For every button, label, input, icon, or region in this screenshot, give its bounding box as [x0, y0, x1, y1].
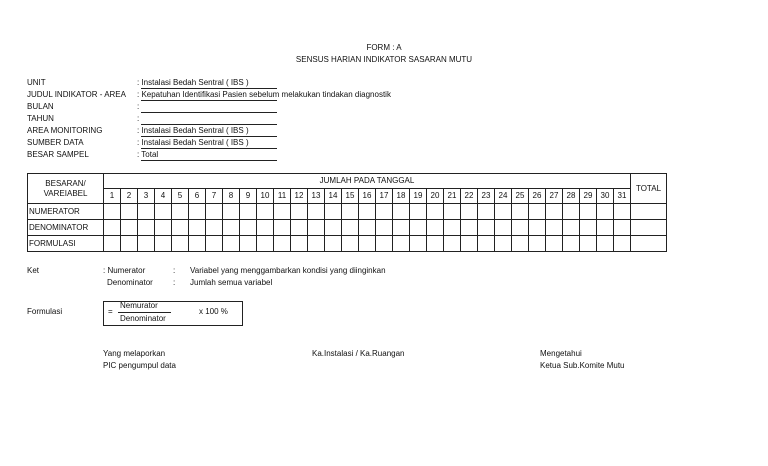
day-cell[interactable]: [393, 220, 410, 236]
day-cell[interactable]: [427, 236, 444, 252]
day-cell[interactable]: [597, 204, 614, 220]
day-cell[interactable]: [172, 236, 189, 252]
row-label-numerator: NUMERATOR: [28, 204, 104, 220]
formula-numerator: Nemurator: [120, 301, 158, 310]
ket-colon-denominator: :: [173, 278, 176, 287]
day-header: 24: [495, 189, 512, 204]
day-cell[interactable]: [444, 236, 461, 252]
day-cell[interactable]: [325, 236, 342, 252]
signature-head: Ka.Instalasi / Ka.Ruangan: [312, 349, 405, 358]
day-cell[interactable]: [495, 236, 512, 252]
jumlah-pada-tanggal-header: JUMLAH PADA TANGGAL: [104, 174, 631, 189]
day-cell[interactable]: [342, 220, 359, 236]
day-header: 27: [546, 189, 563, 204]
day-cell[interactable]: [138, 220, 155, 236]
field-label-bulan: BULAN: [27, 102, 54, 111]
day-cell[interactable]: [580, 204, 597, 220]
day-cell[interactable]: [223, 236, 240, 252]
day-cell[interactable]: [121, 236, 138, 252]
day-cell[interactable]: [546, 204, 563, 220]
day-header: 9: [240, 189, 257, 204]
form-title: FORM : A: [366, 43, 402, 52]
day-cell[interactable]: [478, 204, 495, 220]
day-cell[interactable]: [206, 204, 223, 220]
day-cell[interactable]: [155, 236, 172, 252]
day-cell[interactable]: [172, 204, 189, 220]
row-label-denominator: DENOMINATOR: [28, 220, 104, 236]
day-cell[interactable]: [546, 220, 563, 236]
day-cell[interactable]: [138, 236, 155, 252]
field-label-tahun: TAHUN: [27, 114, 54, 123]
day-cell[interactable]: [546, 236, 563, 252]
day-cell[interactable]: [563, 204, 580, 220]
day-cell[interactable]: [427, 220, 444, 236]
day-cell[interactable]: [529, 236, 546, 252]
day-cell[interactable]: [376, 220, 393, 236]
day-cell[interactable]: [206, 236, 223, 252]
day-header: 15: [342, 189, 359, 204]
day-cell[interactable]: [121, 220, 138, 236]
day-header: 2: [121, 189, 138, 204]
field-label-judul: JUDUL INDIKATOR - AREA: [27, 90, 126, 99]
day-cell[interactable]: [257, 236, 274, 252]
field-value-sumber-data: : Instalasi Bedah Sentral ( IBS ): [137, 138, 249, 147]
field-label-besar-sampel: BESAR SAMPEL: [27, 150, 89, 159]
day-cell[interactable]: [614, 204, 631, 220]
formula-multiplier: x 100 %: [199, 307, 228, 316]
day-cell[interactable]: [529, 204, 546, 220]
field-value-judul: : Kepatuhan Identifikasi Pasien sebelum melakukan tindakan diagnostik: [137, 90, 391, 99]
day-cell[interactable]: [393, 204, 410, 220]
day-header: 6: [189, 189, 206, 204]
day-header: 29: [580, 189, 597, 204]
day-header: 7: [206, 189, 223, 204]
day-cell[interactable]: [223, 220, 240, 236]
ket-term-denominator: Denominator: [107, 278, 153, 287]
day-cell[interactable]: [189, 204, 206, 220]
day-cell[interactable]: [597, 236, 614, 252]
day-cell[interactable]: [478, 236, 495, 252]
day-cell[interactable]: [614, 220, 631, 236]
signature-reporter-role: PIC pengumpul data: [103, 361, 176, 370]
day-header: 28: [563, 189, 580, 204]
day-header: 11: [274, 189, 291, 204]
day-cell[interactable]: [325, 204, 342, 220]
day-cell[interactable]: [410, 220, 427, 236]
day-cell[interactable]: [597, 220, 614, 236]
day-cell[interactable]: [512, 204, 529, 220]
day-cell[interactable]: [104, 204, 121, 220]
day-header: 1: [104, 189, 121, 204]
day-cell[interactable]: [308, 204, 325, 220]
day-cell[interactable]: [563, 236, 580, 252]
day-header: 30: [597, 189, 614, 204]
day-cell[interactable]: [478, 220, 495, 236]
sumber-data-underline: [141, 148, 277, 149]
day-cell[interactable]: [342, 236, 359, 252]
day-cell[interactable]: [189, 236, 206, 252]
field-label-area-monitoring: AREA MONITORING: [27, 126, 103, 135]
day-cell[interactable]: [155, 204, 172, 220]
unit-underline: [141, 88, 277, 89]
day-header: 26: [529, 189, 546, 204]
besar-sampel-underline: [141, 160, 277, 161]
day-cell[interactable]: [223, 204, 240, 220]
field-value-besar-sampel: : Total: [137, 150, 159, 159]
tahun-underline: [141, 124, 277, 125]
row-label-formulasi: FORMULASI: [28, 236, 104, 252]
day-header: 14: [325, 189, 342, 204]
ket-desc-numerator: Variabel yang menggambarkan kondisi yang diinginkan: [190, 266, 386, 275]
day-cell[interactable]: [240, 220, 257, 236]
day-cell[interactable]: [444, 220, 461, 236]
ket-desc-denominator: Jumlah semua variabel: [190, 278, 273, 287]
day-cell[interactable]: [206, 220, 223, 236]
day-cell[interactable]: [461, 236, 478, 252]
day-header: 19: [410, 189, 427, 204]
ket-label: Ket: [27, 266, 40, 275]
day-cell[interactable]: [359, 204, 376, 220]
day-header: 25: [512, 189, 529, 204]
day-cell[interactable]: [495, 204, 512, 220]
day-cell[interactable]: [614, 236, 631, 252]
day-cell[interactable]: [291, 220, 308, 236]
day-cell[interactable]: [512, 220, 529, 236]
day-cell[interactable]: [104, 220, 121, 236]
day-cell[interactable]: [189, 220, 206, 236]
day-cell[interactable]: [104, 236, 121, 252]
day-cell[interactable]: [274, 220, 291, 236]
day-cell[interactable]: [580, 220, 597, 236]
ket-colon-numerator: :: [173, 266, 176, 275]
day-cell[interactable]: [121, 204, 138, 220]
signature-acknowledge-role: Ketua Sub.Komite Mutu: [540, 361, 625, 370]
day-header: 18: [393, 189, 410, 204]
day-cell[interactable]: [138, 204, 155, 220]
fraction-line: [118, 312, 171, 313]
day-header: 23: [478, 189, 495, 204]
day-cell[interactable]: [240, 236, 257, 252]
day-cell[interactable]: [325, 220, 342, 236]
day-cell[interactable]: [427, 204, 444, 220]
area-monitoring-underline: [141, 136, 277, 137]
signature-acknowledge: Mengetahui: [540, 349, 582, 358]
day-cell[interactable]: [410, 236, 427, 252]
day-cell[interactable]: [359, 220, 376, 236]
day-header: 16: [359, 189, 376, 204]
signature-reporter: Yang melaporkan: [103, 349, 166, 358]
day-cell[interactable]: [376, 236, 393, 252]
day-cell[interactable]: [359, 236, 376, 252]
ket-term-numerator: : Numerator: [103, 266, 146, 275]
day-header: 31: [614, 189, 631, 204]
day-cell[interactable]: [291, 204, 308, 220]
table-row-numerator: [28, 204, 667, 220]
day-cell[interactable]: [342, 204, 359, 220]
day-cell[interactable]: [376, 204, 393, 220]
day-cell[interactable]: [274, 204, 291, 220]
census-table: [27, 173, 667, 252]
total-cell[interactable]: [631, 220, 667, 236]
day-header: 3: [138, 189, 155, 204]
day-cell[interactable]: [580, 236, 597, 252]
field-value-unit: : Instalasi Bedah Sentral ( IBS ): [137, 78, 249, 87]
day-cell[interactable]: [444, 204, 461, 220]
day-cell[interactable]: [172, 220, 189, 236]
day-cell[interactable]: [257, 220, 274, 236]
day-cell[interactable]: [155, 220, 172, 236]
formula-equals: =: [108, 307, 113, 316]
field-value-bulan: :: [137, 102, 140, 111]
field-label-unit: UNIT: [27, 78, 46, 87]
day-cell[interactable]: [291, 236, 308, 252]
field-value-area-monitoring: : Instalasi Bedah Sentral ( IBS ): [137, 126, 249, 135]
day-header: 8: [223, 189, 240, 204]
table-row-formulasi: [28, 236, 667, 252]
day-cell[interactable]: [240, 204, 257, 220]
day-cell[interactable]: [410, 204, 427, 220]
day-header: 20: [427, 189, 444, 204]
day-cell[interactable]: [308, 236, 325, 252]
day-cell[interactable]: [529, 220, 546, 236]
day-header: 10: [257, 189, 274, 204]
day-header-row: [28, 189, 667, 204]
total-cell[interactable]: [631, 204, 667, 220]
formula-denominator: Denominator: [120, 314, 166, 323]
day-header: 17: [376, 189, 393, 204]
day-header: 4: [155, 189, 172, 204]
day-cell[interactable]: [563, 220, 580, 236]
day-cell[interactable]: [393, 236, 410, 252]
bulan-underline: [141, 112, 277, 113]
day-header: 22: [461, 189, 478, 204]
day-cell[interactable]: [461, 204, 478, 220]
table-row-denominator: [28, 220, 667, 236]
day-cell[interactable]: [512, 236, 529, 252]
total-cell[interactable]: [631, 236, 667, 252]
day-cell[interactable]: [257, 204, 274, 220]
day-cell[interactable]: [274, 236, 291, 252]
day-header: 12: [291, 189, 308, 204]
day-cell[interactable]: [308, 220, 325, 236]
day-cell[interactable]: [461, 220, 478, 236]
judul-underline: [141, 100, 277, 101]
day-header: 5: [172, 189, 189, 204]
form-subtitle: SENSUS HARIAN INDIKATOR SASARAN MUTU: [295, 55, 473, 64]
field-value-tahun: :: [137, 114, 140, 123]
field-label-sumber-data: SUMBER DATA: [27, 138, 84, 147]
day-cell[interactable]: [495, 220, 512, 236]
col-besaran-header: BESARAN/ VAREIABEL: [28, 174, 104, 204]
day-header: 21: [444, 189, 461, 204]
total-header: TOTAL: [631, 174, 667, 204]
formulasi-label: Formulasi: [27, 307, 63, 316]
day-header: 13: [308, 189, 325, 204]
